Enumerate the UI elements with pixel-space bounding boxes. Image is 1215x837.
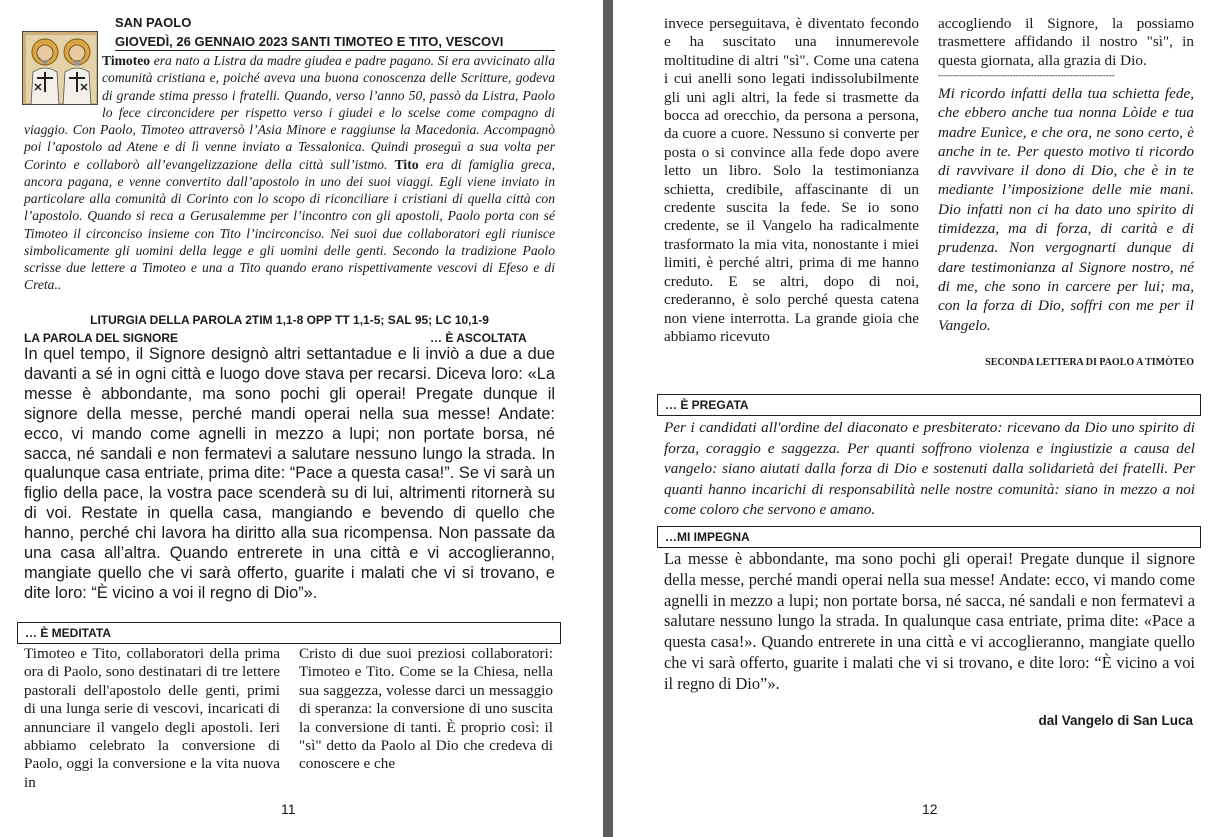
page-number-right: 12 xyxy=(922,801,938,817)
section-header-pregata xyxy=(657,394,1201,416)
label-e-ascoltata: … È ASCOLTATA xyxy=(430,331,527,345)
meditata-column-3: invece perseguitava, è diventato fecondo e ha suscitato una innumerevole moltitudine di altri "sì". Come una catena i cui anelli sono legati indissolubilmente gli uni agli altri, la fede si trasmette da bocca ad orecchio, da persona a persona, da cuore a cuore. Nessuno si converte per posta o si convince alla fede dopo avere letto un libro. Solo la testimonianza schietta, credibile, affascinante di un credente suscita la fede. Se io sono credente, se il Vangelo ha radicalmente trasformato la mia vita, nonostante i miei limiti, è perché altri, prima di me hanno creduto. E se altri, dopo di noi, crederanno, è solo perché questa catena non viene interrotta. La grande gioia che abbiamo ricevuto xyxy=(664,15,919,345)
page-divider xyxy=(603,0,613,837)
section-header-impegna xyxy=(657,526,1201,548)
page-left xyxy=(0,0,603,837)
section-label-meditata: … È MEDITATA xyxy=(25,626,111,640)
label-parola-del-signore: LA PAROLA DEL SIGNORE xyxy=(24,331,179,345)
quote-source: SECONDA LETTERA DI PAOLO A TIMÒTEO xyxy=(985,357,1194,368)
intro-name-tito: Tito xyxy=(394,156,419,172)
header-rule xyxy=(115,50,555,51)
pregata-text: Per i candidati all'ordine del diaconato e presbiterato: ricevano da Dio uno spirito di forza, coraggio e saggezza. Per quanti soffrono violenza e ingiustizie a causa del vangelo: siano aiutati dalla forza di Dio e sostenuti dalla solidarietà dei fratelli. Per quanti hanno incarichi di responsabilità nelle nostre comunità: siano in mezzo a noi come coloro che servono e amano. xyxy=(664,419,1195,519)
section-label-pregata: … È PREGATA xyxy=(665,398,749,412)
gospel-text: In quel tempo, il Signore designò altri settantadue e li inviò a due a due davanti a sé in ogni città e luogo dove stava per recarsi. Diceva loro: «La messe è abbondante, ma sono pochi gli operai! Pregate dunque il signore della messe, perché mandi operai nella sua messe! Andate: ecco, vi mando come agnelli in mezzo a lupi; non portate borsa, né sacca, né sandali e non fermatevi a salutare nessuno lungo la strada. In qualunque casa entriate, prima dite: “Pace a questa casa!”. Se vi sarà un figlio della pace, la vostra pace scenderà su di lui, altrimenti ritornerà su di voi. Restate in quella casa, mangiando e bevendo di quello che hanno, perché chi lavora ha diritto alla sua ricompensa. Non passate da una casa all’altra. Quando entrerete in una città e vi accoglieranno, mangiate quello che vi sarà offerto, guarite i malati che vi si trovano, e dite loro: “È vicino a voi il regno di Dio”». xyxy=(24,345,555,602)
meditata-column-2: Cristo di due suoi preziosi collaboratori: Timoteo e Tito. Come se la Chiesa, nella sua saggezza, volesse darci un messaggio di speranza: la conversione di uno suscita la conversione di tanti. È proprio così: il "sì" detto da Paolo al Dio che credeva di conoscere e che xyxy=(299,645,553,773)
section-header-meditata xyxy=(17,622,561,644)
header-subtitle: GIOVEDÌ, 26 GENNAIO 2023 SANTI TIMOTEO E TITO, VESCOVI xyxy=(115,34,504,49)
intro-name-timoteo: Timoteo xyxy=(102,53,151,68)
impegna-text: La messe è abbondante, ma sono pochi gli operai! Pregate dunque il signore della messe, perché mandi operai nella sua messe! Andate: ecco, vi mando come agnelli in mezzo a lupi; non portate borsa, né sacca, né sandali e non fermatevi a salutare nessuno lungo la strada. In qualunque casa entriate, prima dite: «Pace a questa casa!». Quando entrerete in una città e vi accoglieranno, mangiate quello che vi sarà offerto, guarite i malati che vi si trovano, e dite loro: “È vicino a voi il regno di Dio”». xyxy=(664,549,1195,693)
meditata-column-4: accogliendo il Signore, la possiamo trasmettere affidando il nostro "sì", in questa giornata, alla grazia di Dio. xyxy=(938,15,1194,69)
scripture-quote: Mi ricordo infatti della tua schietta fede, che ebbero anche tua nonna Lòide e tua madre Eunìce, e che ora, ne sono certo, è anche in te. Per questo motivo ti ricordo di ravvivare il dono di Dio, che è in te mediante l’imposizione delle mie mani. Dio infatti non ci ha dato uno spirito di timidezza, ma di forza, di carità e di prudenza. Non vergognarti dunque di dare testimonianza al Signore nostro, né di me, che sono in carcere per lui; ma, con la forza di Dio, soffri con me per il Vangelo. xyxy=(938,85,1194,334)
header-title: SAN PAOLO xyxy=(115,15,192,30)
meditata-column-1: Timoteo e Tito, collaboratori della prima ora di Paolo, sono destinatari di tre lettere pastorali dell'apostolo delle genti, primi di una lunga serie di vescovi, incaricati di annunciare il vangelo degli apostoli. Ieri abbiamo celebrato la conversione di Paolo, oggi la conversione e la vita nuova in xyxy=(24,645,280,791)
dashed-separator: ----------------------------------------------------------- xyxy=(938,70,1115,80)
intro-text-part2: era di famiglia greca, ancora pagana, e venne convertito dall’apostolo in uno dei suoi viaggi. Egli viene inviato in particolare alla comunità di Corinto con lo scopo di riconciliare i cristiani di quella città con l’apostolo. Quando si reca a Gerusalemme per l’incontro con gli apostoli, Paolo porta con sé Timoteo il circonciso insieme con Tito l’incirconciso. Nei suoi due collaboratori egli riunisce simbolicamente gli uomini della legge e gli uomini delle genti. Secondo la tradizione Paolo scrisse due lettere a Timoteo e una a Tito quando erano rispettivamente vescovi di Efeso e di Creta.. xyxy=(24,156,555,293)
impegna-source: dal Vangelo di San Luca xyxy=(1038,713,1193,728)
page-number-left: 11 xyxy=(281,801,296,817)
section-label-impegna: …MI IMPEGNA xyxy=(665,530,750,544)
liturgy-reference: LITURGIA DELLA PAROLA 2TIM 1,1-8 OPP TT 1,1-5; SAL 95; LC 10,1-9 xyxy=(90,313,489,327)
page-right xyxy=(613,0,1215,837)
intro-text-part1: era nato a Listra da madre giudea e padre pagano. Si era avvicinato alla comunità cristiana e, poiché aveva una buona conoscenza delle Scritture, godeva di grande stima presso i fratelli. Quando, verso l’anno 50, passò da Listra, Paolo lo fece circoncidere per rispetto verso i giudei e lo scelse come compagno di viaggio. Con Paolo, Timoteo attraversò l’Asia Minore e raggiunse la Macedonia. Accompagnò poi l’apostolo ad Atene e di lì venne inviato a Tessalonica. Quindi proseguì a sua volta per Corinto e collaborò all’evangelizzazione della città sull’istmo. xyxy=(24,53,555,172)
intro-paragraph xyxy=(24,52,555,294)
